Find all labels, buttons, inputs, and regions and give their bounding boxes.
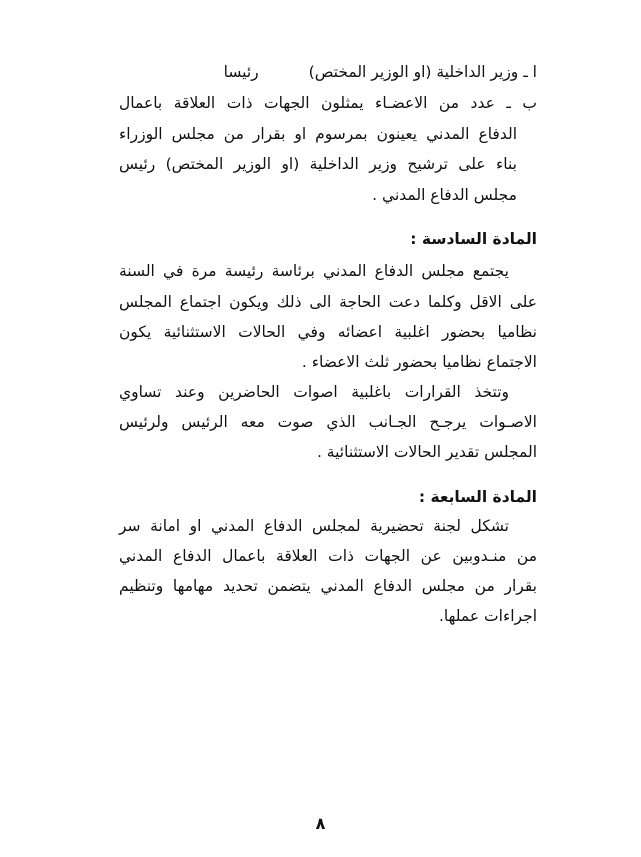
article7-line: من منـدوبين عن الجهات ذات العلاقة باعمال الدفاع المدني	[119, 547, 537, 565]
article6-line: وتتخذ القرارات باغلبية اصوات الحاضرين وعند تساوي	[119, 383, 509, 401]
article6-line: نظاميا بحضور اغلبية اعضائه وفي الحالات الاستثنائية يكون	[119, 323, 537, 341]
article6-line: الاجتماع نظاميا بحضور ثلث الاعضاء .	[301, 353, 537, 371]
clause-a-role: رئيسا	[223, 63, 259, 81]
clause-b-line: مجلس الدفاع المدني .	[372, 186, 517, 204]
article6-heading: المادة السادسة :	[410, 230, 537, 248]
article6-line: الاصـوات يرجـح الجـانب الذي صوت معه الرئيس ولرئيس	[119, 413, 537, 431]
article6-line: المجلس تقدير الحالات الاستثنائية .	[316, 443, 537, 461]
page-number: ٨	[315, 814, 326, 833]
clause-b-line: بناء على ترشيح وزير الداخلية (او الوزير المختص) رئيس	[119, 155, 517, 173]
article7-heading: المادة السابعة :	[418, 488, 537, 506]
clause-b-line: ب ـ عدد من الاعضـاء يمثلون الجهات ذات العلاقة باعمال	[119, 94, 537, 112]
clause-b-line: الدفاع المدني يعينون بمرسوم او بقرار من مجلس الوزراء	[119, 125, 517, 143]
article7-line: اجراءات عملها.	[439, 607, 537, 625]
article6-line: على الاقل وكلما دعت الحاجة الى ذلك ويكون اجتماع المجلس	[119, 293, 537, 311]
clause-a-text: ا ـ وزير الداخلية (او الوزير المختص)	[308, 63, 537, 81]
clause-a	[224, 60, 537, 84]
article7-line: تشكل لجنة تحضيرية لمجلس الدفاع المدني او امانة سر	[119, 517, 509, 535]
article6-line: يجتمع مجلس الدفاع المدني برئاسة رئيسة مرة في السنة	[119, 262, 509, 280]
article7-line: بقرار من مجلس الدفاع المدني يتضمن تحديد مهامها وتنظيم	[119, 577, 537, 595]
